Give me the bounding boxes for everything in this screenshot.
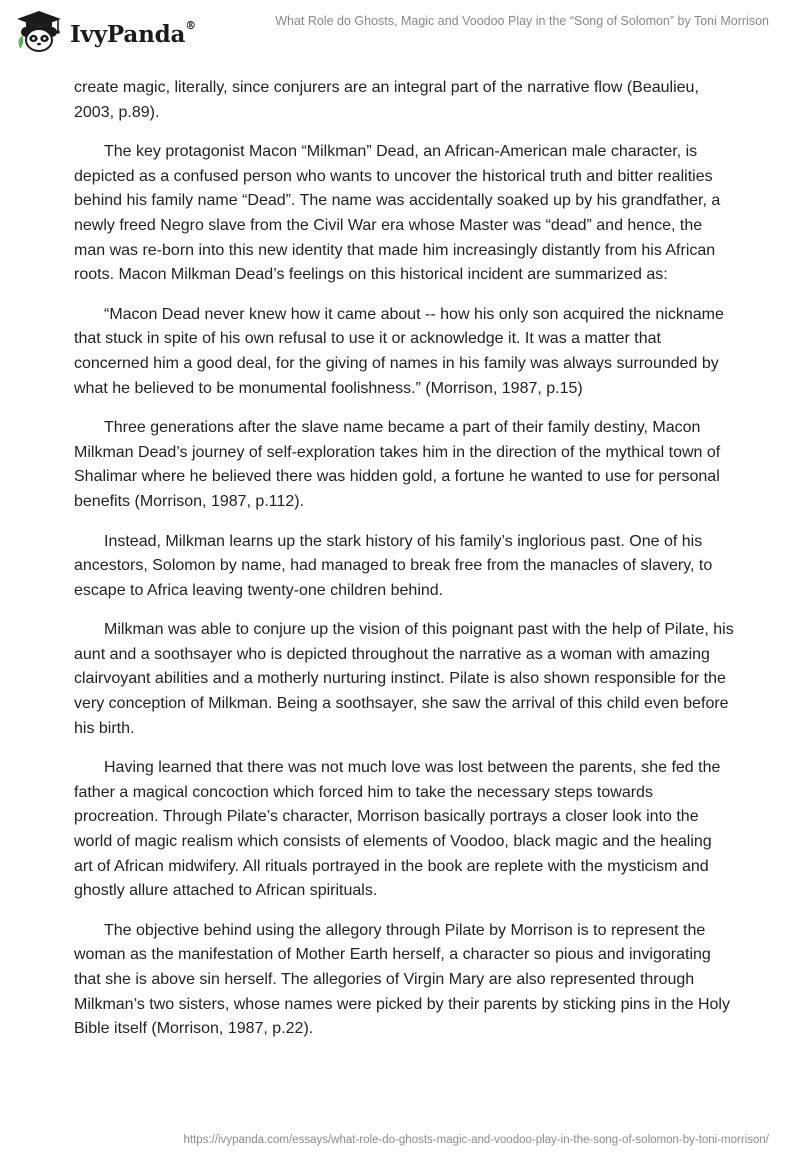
brand-name: IvyPanda® bbox=[70, 18, 196, 48]
paragraph-continued: create magic, literally, since conjurers are an integral part of the narrative flow (Beaulieu, 2003, p.89). bbox=[74, 79, 699, 121]
paragraph: Instead, Milkman learns up the stark history of his family’s inglorious past. One of his ancestors, Solomon by name, had managed to break free from the manacles of slavery, to escape to Africa leaving twenty-one children behind. bbox=[74, 532, 713, 599]
page-header bbox=[0, 0, 800, 60]
paragraph: The key protagonist Macon “Milkman” Dead, an African-American male character, is depicted as a confused person who wants to uncover the historical truth and bitter realities behind his family name “Dead”. The name was accidentally soaked up by his grandfather, a newly freed Negro slave from the Civil War era whose Master was “dead” and hence, the man was re-born into this new identity that made him increasingly distantly from his African roots. Macon Milkman Dead’s feelings on this historical incident are summarized as: bbox=[74, 143, 721, 284]
footer-url[interactable]: https://ivypanda.com/essays/what-role-do-ghosts-magic-and-voodoo-play-in-the-song-of-solomon-by-toni-morrison/ bbox=[183, 1134, 769, 1146]
paragraph-quote: “Macon Dead never knew how it came about -- how his only son acquired the nickname that stuck in spite of his own refusal to use it or acknowledge it. It was a matter that concerned him a good deal, for the giving of names in his family was always surrounded by what he believed to be monumental foolishness.” (Morrison, 1987, p.15) bbox=[74, 305, 724, 397]
panda-graduate-logo-icon bbox=[14, 10, 64, 52]
paragraph: The objective behind using the allegory through Pilate by Morrison is to represent the woman as the manifestation of Mother Earth herself, a character so pious and invigorating that she is above sin herself. The allegories of Virgin Mary are also represented through Milkman’s two sisters, whose names were picked by their parents by sticking pins in the Holy Bible itself (Morrison, 1987, p.22). bbox=[74, 921, 730, 1038]
paragraph: Milkman was able to conjure up the vision of this poignant past with the help of Pilate, his aunt and a soothsayer who is depicted throughout the narrative as a woman with amazing clairvoyant abilities and a motherly nurturing instinct. Pilate is also shown responsible for the very conception of Milkman. Being a soothsayer, she saw the arrival of this child even before his birth. bbox=[74, 621, 734, 737]
brand-logo[interactable] bbox=[14, 10, 196, 52]
paragraph: Having learned that there was not much love was lost between the parents, she fed the father a magical concoction which forced him to take the necessary steps towards procreation. Through Pilate’s character, Morrison basically portrays a closer look into the world of magic realism which consists of elements of Voodoo, black magic and the healing art of African midwifery. All rituals portrayed in the book are replete with the mysticism and ghostly allure attached to African spirituals. bbox=[74, 759, 721, 900]
essay-body bbox=[74, 76, 734, 1057]
registered-mark: ® bbox=[185, 18, 196, 32]
document-title: What Role do Ghosts, Magic and Voodoo Play in the “Song of Solomon” by Toni Morrison bbox=[275, 14, 769, 28]
paragraph: Three generations after the slave name became a part of their family destiny, Macon Milkman Dead’s journey of self-exploration takes him in the direction of the mythical town of Shalimar where he believed there was hidden gold, a fortune he wanted to use for personal benefits (Morrison, 1987, p.112). bbox=[74, 419, 721, 510]
